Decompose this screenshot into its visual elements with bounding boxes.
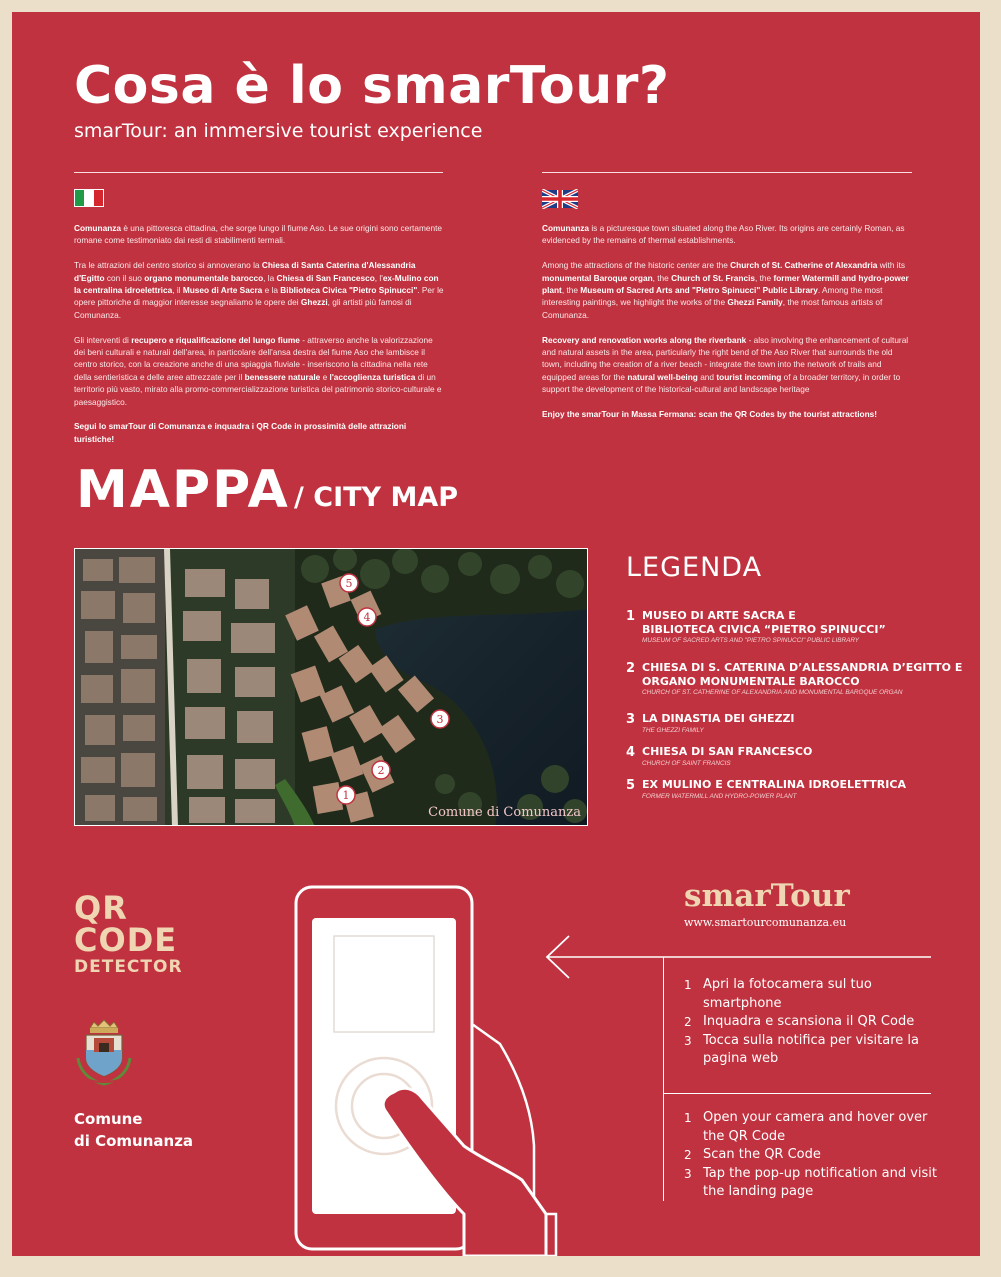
- divider-left: [74, 172, 443, 173]
- text-run: ex-Mulino con la centralina idroelettrica: [74, 272, 439, 296]
- steps-divider-vertical-bottom: [663, 1093, 664, 1201]
- english-paragraph-3: [542, 334, 914, 396]
- poster-panel: [12, 12, 980, 1256]
- step-text: Inquadra e scansiona il QR Code: [703, 1014, 915, 1029]
- text-run: Biblioteca Civica "Pietro Spinucci": [280, 285, 418, 296]
- text-run: is a picturesque town situated along the Aso River. Its origins are certainly Roman, as evidenced by the remains of thermal establishments.: [542, 223, 905, 246]
- step-text: Tap the pop-up notification and visit the landing page: [703, 1165, 937, 1199]
- qr-line-1: QR: [74, 889, 128, 927]
- text-run: Segui lo smarTour di Comunanza e inquadra i QR Code in prossimità delle attrazioni turistiche!: [74, 421, 407, 444]
- aerial-map-image: [75, 549, 588, 826]
- text-run: Comunanza: [74, 223, 122, 233]
- text-run: . Per le opere pittoriche di maggior interesse segnaliamo le opere dei: [74, 285, 444, 308]
- municipality-crest-icon: [74, 1018, 134, 1088]
- italian-paragraph-1: [74, 222, 446, 247]
- divider-right: [542, 172, 912, 173]
- step-it-2: [684, 1013, 940, 1032]
- text-run: , the: [561, 285, 581, 296]
- municipality-name-line-2: di Comunanza: [74, 1132, 194, 1150]
- legend-item-label: MUSEO DI ARTE SACRA E BIBLIOTECA CIVICA “PIETRO SPINUCCI”: [642, 609, 886, 636]
- italian-paragraph-2: [74, 259, 446, 321]
- text-run: Ghezzi Family: [727, 297, 783, 308]
- qr-line-2: CODE: [74, 921, 178, 959]
- text-run: , the: [652, 272, 672, 283]
- text-run: former Watermill and hydro-power plant: [542, 272, 909, 296]
- legend-item-subtitle: FORMER WATERMILL AND HYDRO-POWER PLANT: [642, 793, 797, 800]
- text-run: with its: [877, 260, 906, 271]
- legend-item-number: 4: [626, 745, 636, 760]
- text-run: e la: [262, 285, 281, 296]
- legend-item-subtitle: THE GHEZZI FAMILY: [642, 727, 704, 734]
- step-number: 3: [684, 1033, 692, 1048]
- legend-item-subtitle: CHURCH OF SAINT FRANCIS: [642, 760, 731, 767]
- step-text: Apri la fotocamera sul tuo smartphone: [703, 977, 872, 1011]
- smartphone-scan-illustration: [294, 884, 574, 1256]
- map-marker-2: [369, 758, 393, 782]
- legend-item-subtitle: MUSEUM OF SACRED ARTS AND "PIETRO SPINUCCI" PUBLIC LIBRARY: [642, 637, 860, 644]
- municipality-name: [74, 1108, 193, 1152]
- step-it-3: [684, 1032, 940, 1069]
- legend-item-number: 2: [626, 661, 636, 676]
- qr-line-3: DETECTOR: [74, 957, 183, 977]
- map-subtitle: / CITY MAP: [294, 482, 459, 513]
- step-text: Open your camera and hover over the QR Code: [703, 1110, 928, 1144]
- legend-item-label: LA DINASTIA DEI GHEZZI: [642, 712, 795, 725]
- text-run: , l': [374, 272, 383, 283]
- map-marker-3: [428, 707, 452, 731]
- page-title: Cosa è lo smarTour?: [74, 56, 670, 116]
- map-title: MAPPA: [76, 460, 290, 520]
- text-run: benessere naturale: [244, 371, 321, 382]
- text-run: Tra le attrazioni del centro storico si annoverano la: [74, 260, 262, 271]
- step-number: 2: [684, 1015, 692, 1029]
- legend-item-number: 3: [626, 712, 636, 727]
- step-number: 1: [684, 1111, 692, 1125]
- legend-item-number: 1: [626, 609, 636, 624]
- text-run: recupero e riqualificazione del lungo fiume: [131, 334, 300, 345]
- italy-flag-icon: [74, 189, 104, 207]
- text-run: , gli artisti più famosi di Comunanza.: [74, 297, 412, 320]
- map-marker-4: [355, 605, 379, 629]
- text-run: con il suo: [104, 272, 145, 283]
- text-run: monumental Baroque organ: [542, 272, 653, 283]
- italian-description: [74, 222, 446, 458]
- map-watermark: Comune di Comunanza: [428, 805, 581, 820]
- text-run: - also involving the enhancement of cultural and natural assets in the area, particularly the right bend of the Aso River that surrounds the old town, including the creation of a river beach - integrate the town into the network of trails and equipped areas for the: [542, 334, 909, 382]
- legend-item-number: 5: [626, 778, 636, 793]
- text-run: , the most famous artists of Comunanza.: [542, 297, 883, 320]
- uk-flag-icon: [542, 189, 578, 209]
- step-en-2: [684, 1146, 940, 1165]
- step-number: 3: [684, 1166, 692, 1181]
- step-text: Tocca sulla notifica per visitare la pagina web: [703, 1032, 919, 1066]
- italian-paragraph-3: [74, 334, 446, 408]
- legend-title: LEGENDA: [626, 552, 763, 583]
- text-run: of a broader territory, in order to support the development of the historical-cultural and landscape heritage: [542, 371, 901, 395]
- italian-paragraph-4: [74, 420, 446, 445]
- text-run: Museo di Arte Sacra: [182, 285, 263, 296]
- text-run: è una pittoresca cittadina, che sorge lungo il fiume Aso. Le sue origini sono certamente romane come testimoniato dai resti di stabilimenti termali.: [74, 223, 443, 246]
- text-run: l'accoglienza turistica: [329, 371, 416, 382]
- map-marker-1-label: 1: [342, 789, 350, 802]
- legend-item-label: CHIESA DI S. CATERINA D’ALESSANDRIA D’EGITTO E ORGANO MONUMENTALE BAROCCO: [642, 661, 963, 688]
- text-run: Recovery and renovation works along the riverbank: [542, 334, 747, 345]
- steps-italian: [684, 976, 940, 1069]
- map-marker-2-label: 2: [377, 764, 385, 777]
- map-marker-4-label: 4: [363, 611, 371, 624]
- text-run: and: [697, 371, 717, 382]
- text-run: tourist incoming: [716, 371, 782, 382]
- text-run: Gli interventi di: [74, 334, 132, 345]
- municipality-name-line-1: Comune: [74, 1110, 143, 1128]
- text-run: , la: [263, 272, 277, 283]
- text-run: Chiesa di San Francesco: [276, 272, 375, 283]
- english-paragraph-1: [542, 222, 914, 247]
- text-run: Chiesa di Santa Caterina d'Alessandria d'Egitto: [74, 260, 416, 283]
- step-number: 2: [684, 1148, 692, 1162]
- map-marker-3-label: 3: [436, 713, 444, 726]
- step-text: Scan the QR Code: [703, 1147, 821, 1162]
- legend-item-label: EX MULINO E CENTRALINA IDROELETTRICA: [642, 778, 906, 791]
- legend-item-label: CHIESA DI SAN FRANCESCO: [642, 745, 813, 758]
- page-subtitle: smarTour: an immersive tourist experience: [74, 120, 483, 142]
- text-run: Church of St. Francis: [671, 272, 755, 283]
- aerial-map: [74, 548, 588, 826]
- text-run: . Among the most interesting paintings, we highlight the works of the: [542, 285, 883, 308]
- step-en-1: [684, 1109, 940, 1146]
- map-marker-5: [337, 571, 361, 595]
- arrow-left-icon: [545, 932, 935, 982]
- map-marker-1: [334, 783, 358, 807]
- steps-english: [684, 1109, 940, 1202]
- text-run: , il: [172, 285, 183, 296]
- step-it-1: [684, 976, 940, 1013]
- legend-item-subtitle: CHURCH OF ST. CATHERINE OF ALEXANDRIA AND MONUMENTAL BAROQUE ORGAN: [642, 689, 903, 696]
- english-paragraph-4: [542, 408, 914, 420]
- steps-divider-vertical-top: [663, 957, 664, 1093]
- english-description: [542, 222, 914, 433]
- text-run: di un territorio più vasto, mirato alla promo-commercializzazione turistica del patrimonio storico-culturale e paesaggistico.: [74, 371, 442, 407]
- steps-divider-horizontal: [663, 1093, 931, 1094]
- step-number: 1: [684, 978, 692, 992]
- text-run: Ghezzi: [300, 297, 328, 308]
- text-run: Museum of Sacred Arts and "Pietro Spinucci" Public Library: [580, 285, 818, 296]
- text-run: Comunanza: [542, 223, 590, 233]
- text-run: e: [320, 371, 330, 382]
- step-en-3: [684, 1165, 940, 1202]
- text-run: natural well-being: [627, 371, 698, 382]
- text-run: Among the attractions of the historic center are the: [542, 260, 731, 271]
- english-paragraph-2: [542, 259, 914, 321]
- map-marker-5-label: 5: [345, 577, 353, 590]
- text-run: - attraverso anche la valorizzazione dei beni culturali e naturali dell'area, in particolare dell'ansa destra del fiume Aso che lambisce il centro storico, con la creazione anche di una spiaggia fluviale - inseriscono la cittadina nella rete della sentieristica e delle aree attrezzate per il: [74, 334, 433, 382]
- text-run: organo monumentale barocco: [144, 272, 264, 283]
- qr-detector-title: [74, 889, 183, 977]
- brand-url[interactable]: www.smartourcomunanza.eu: [684, 916, 847, 929]
- text-run: Church of St. Catherine of Alexandria: [730, 260, 878, 271]
- text-run: Enjoy the smarTour in Massa Fermana: scan the QR Codes by the tourist attractions!: [542, 409, 878, 420]
- text-run: , the: [755, 272, 774, 283]
- brand-name: smarTour: [684, 878, 850, 914]
